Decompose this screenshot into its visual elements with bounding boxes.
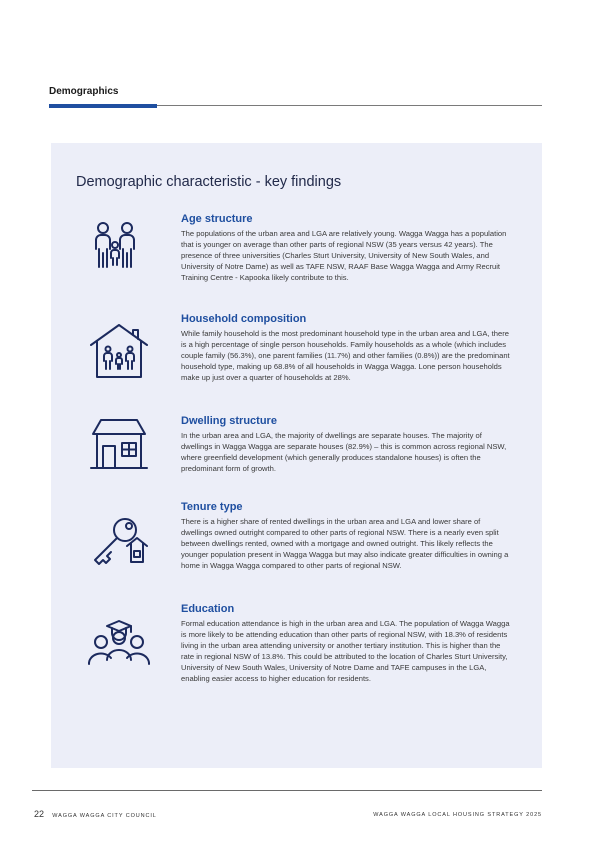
footer-left bbox=[34, 809, 157, 819]
section-rule-accent bbox=[49, 104, 157, 108]
finding-text: In the urban area and LGA, the majority of dwellings are separate houses. The majority of dwellings in Wagga Wagga are separate houses (82.9%) – this is common across regional NSW, where greenfield development (which generally produces standalone houses) is often the predominant form of growth. bbox=[181, 431, 507, 473]
finding-household-composition bbox=[181, 313, 511, 384]
finding-text: The populations of the urban area and LGA are relatively young. Wagga Wagga has a population that is younger on average than other parts of regional NSW (35 years versus 42 years). The presence of three universities (Charles Sturt University, University of New South Wales, and University of Notre Dame) as well as TAFE NSW, RAAF Base Wagga Wagga and Army Recruit Training Centre - Kapooka likely contribute to this. bbox=[181, 229, 507, 282]
key-icon bbox=[87, 510, 151, 574]
household-icon bbox=[87, 319, 151, 383]
footer-document-title: WAGGA WAGGA LOCAL HOUSING STRATEGY 2025 bbox=[373, 812, 542, 818]
finding-age-structure bbox=[181, 213, 511, 284]
section-rule bbox=[157, 105, 542, 106]
footer-org: WAGGA WAGGA CITY COUNCIL bbox=[52, 813, 157, 819]
finding-tenure-type bbox=[181, 501, 511, 572]
family-icon bbox=[87, 216, 151, 280]
finding-education bbox=[181, 603, 511, 684]
finding-heading: Age structure bbox=[181, 213, 253, 225]
finding-text: While family household is the most predominant household type in the urban area and LGA, there is a high percentage of single person households. Family households as a whole (which includes couple family (56.3%), one parent families (11.7%) and other families (0.8%)) are the predominant household type, making up 68.8% of all households in Wagga Wagga. Lone person households make up just over a quarter of households at 28%. bbox=[181, 329, 510, 382]
finding-text: There is a higher share of rented dwellings in the urban area and LGA and lower share of dwellings owned outright compared to other parts of regional NSW. There is a nearly even split between dwellings rented, owned with a mortgage and owned outright. This likely reflects the younger population present in Wagga Wagga but may also indicate greater difficulties in owning a home in Wagga Wagga compared to other parts of regional NSW. bbox=[181, 517, 509, 570]
section-title: Demographics bbox=[49, 86, 119, 97]
finding-dwelling-structure bbox=[181, 415, 511, 475]
graduates-icon bbox=[87, 616, 151, 680]
finding-heading: Household composition bbox=[181, 313, 307, 325]
footer-rule bbox=[32, 790, 542, 791]
panel-title: Demographic characteristic - key findings bbox=[76, 174, 342, 190]
finding-heading: Tenure type bbox=[181, 501, 243, 513]
key-findings-panel bbox=[51, 143, 542, 768]
page-number: 22 bbox=[34, 809, 45, 819]
finding-heading: Education bbox=[181, 603, 235, 615]
finding-heading: Dwelling structure bbox=[181, 415, 277, 427]
house-icon bbox=[87, 410, 151, 474]
finding-text: Formal education attendance is high in the urban area and LGA. The population of Wagga Wagga is more likely to be attending education than other parts of regional NSW, with 18.3% of residents living in the urban area attending university or another tertiary institution. This is higher than the rate in regional NSW of 13.8%. This could be attributed to the location of Charles Sturt University, University of New South Wales, University of Notre Dame and TAFE campuses in the LGA, enabling easier access to higher education for residents. bbox=[181, 619, 510, 683]
